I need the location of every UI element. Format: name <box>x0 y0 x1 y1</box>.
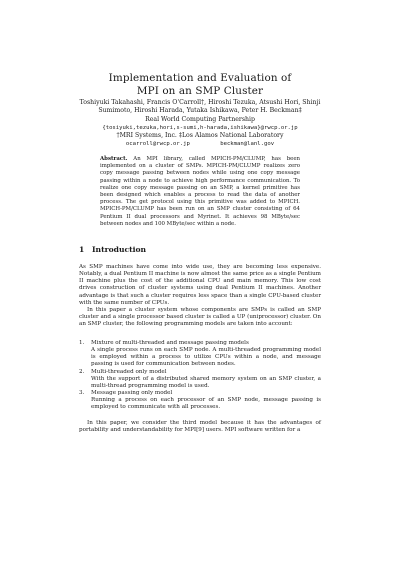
paper-title <box>60 72 340 98</box>
list-item-title: Mixture of multi-threaded and message passing models <box>91 340 249 346</box>
section-number: 1 <box>79 245 85 254</box>
list-item-text: Running a process on each processor of an SMP node, message passing is employed to communicate with all processes. <box>91 397 321 411</box>
affiliation: Real World Computing Partnership <box>145 115 255 123</box>
list-item-title: Multi-threaded only model <box>91 368 167 375</box>
section-heading <box>79 245 146 254</box>
paragraph: In this paper a cluster system whose components are SMPs is called an SMP cluster and a single processor based cluster is called a UP (uniprocessor) cluster. On an SMP cluster, the following programming models are taken into account: <box>79 306 321 328</box>
programming-model-list <box>79 340 321 412</box>
abstract-text: An MPI library, called MPICH-PM/CLUMP, has been implemented on a cluster of SMPs. MPICH-PM/CLUMP realizes zero copy message passing between nodes while using one copy message passing within a node to achieve high performance communication. To realize one copy message passing on an SMP, a kernel primitive has been designed which enables a process to read the data of another process. The get protocol using this primitive was added to MPICH. MPICH-PM/CLUMP has been run on an SMP cluster consisting of 64 Pentium II dual processors and Myrinet. It achieves 98 MByte/sec between nodes and 100 MByte/sec within a node. <box>100 156 300 227</box>
title-line: Implementation and Evaluation of <box>108 72 292 84</box>
section-title: Introduction <box>92 245 147 254</box>
intro-text <box>79 264 321 328</box>
list-number: 2. <box>79 368 85 375</box>
intro-text-continued <box>79 420 321 434</box>
abstract-label: Abstract. <box>100 156 128 162</box>
list-number: 3. <box>79 390 85 397</box>
list-item-text: A single process runs on each SMP node. A multi-threaded programming model is employed within a process to utilize CPUs within a node, and message passing is used for communication between nodes. <box>91 347 321 368</box>
affiliation: †MRI Systems, Inc. ‡Los Alamos National Laboratory <box>116 132 284 140</box>
list-item <box>79 390 321 411</box>
paragraph: In this paper, we consider the third model because it has the advantages of portability and understandability for MPI[9] users. MPI software written for a <box>79 420 321 434</box>
abstract <box>100 156 300 228</box>
author-names: Sumimoto, Hiroshi Harada, Yutaka Ishikawa, Peter H. Beckman‡ <box>98 107 302 115</box>
list-item <box>79 340 321 369</box>
author-block <box>60 99 340 149</box>
list-item-text: With the support of a distributed shared memory system on an SMP cluster, a multi-thread programming model is used. <box>91 375 321 389</box>
list-item-title: Message passing only model <box>91 390 173 397</box>
list-number: 1. <box>79 340 85 346</box>
title-line: MPI on an SMP Cluster <box>136 85 264 97</box>
author-emails: ocarroll@rwcp.or.jp beckman@lanl.gov <box>125 141 275 148</box>
paragraph: As SMP machines have come into wide use, they are becoming less expensive. Notably, a dual Pentium II machine is now almost the same price as a single Pentium II machine plus the cost of the additional CPU and main memory. This low cost drives construction of cluster systems using dual Pentium II machines. Another advantage is that such a cluster requires less space than a single CPU-based cluster with the same number of CPUs. <box>79 264 321 306</box>
list-item <box>79 369 321 390</box>
author-names: Toshiyuki Takahashi, Francis O'Carroll†, Hiroshi Tezuka, Atsushi Hori, Shinji <box>79 99 321 106</box>
author-emails: {tosiyuki,tezuka,hori,s-sumi,h-harada,ishikawa}@rwcp.or.jp <box>102 124 298 131</box>
